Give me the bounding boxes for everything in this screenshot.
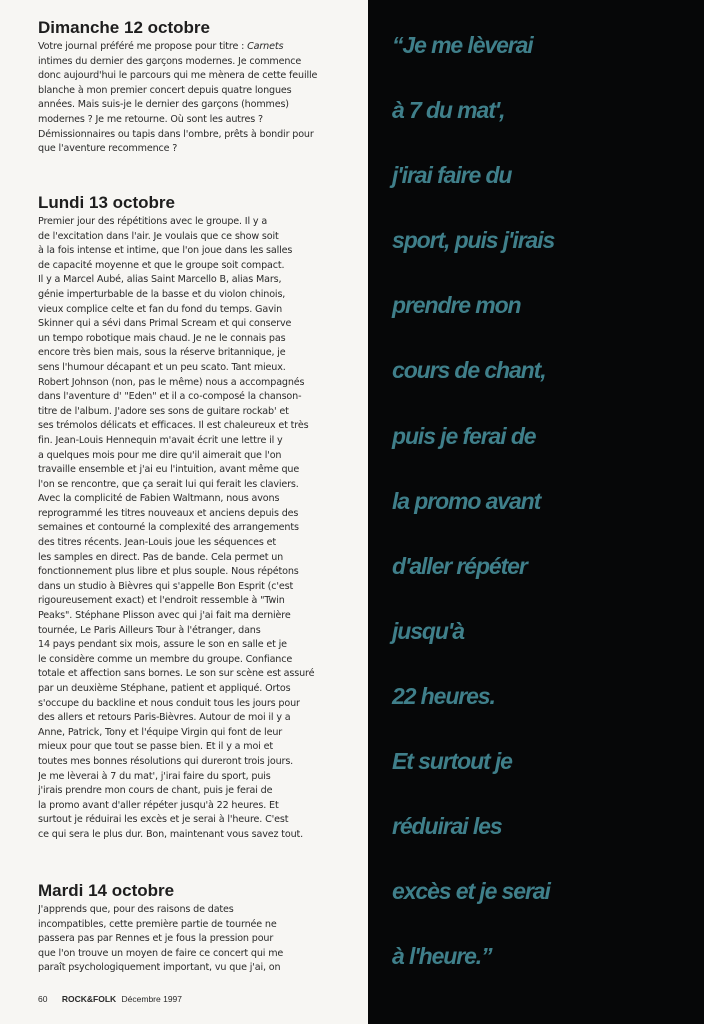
entry-day: Mardi [38, 881, 84, 900]
body-line: tournée, Le Paris Ailleurs Tour à l'étranger, dans [38, 624, 261, 636]
entry-body [38, 215, 350, 843]
pull-quote [392, 30, 692, 1006]
diary-entry-tuesday [38, 881, 350, 976]
quote-line: la promo avant [392, 487, 541, 514]
entry-day: Lundi [38, 193, 85, 212]
body-line: Anne, Patrick, Tony et l'équipe Virgin qui font de leur [38, 726, 283, 738]
entry-heading [38, 881, 350, 901]
body-line: vieux complice celte et fan du fond du temps. Gavin [38, 303, 283, 315]
body-line: Robert Johnson (non, pas le même) nous a accompagnés [38, 376, 305, 388]
quote-line: d'aller répéter [392, 552, 527, 579]
entry-month: octobre [147, 18, 210, 37]
entry-heading [38, 18, 350, 38]
body-line: a quelques mois pour me dire qu'il aimerait que l'on [38, 449, 282, 461]
body-line: Il y a Marcel Aubé, alias Saint Marcello B, alias Mars, [38, 274, 282, 286]
body-line: Premier jour des répétitions avec le groupe. Il y a [38, 216, 268, 227]
body-line: intimes du dernier des garçons modernes. Je commence [38, 55, 302, 67]
body-line: par un deuxième Stéphane, patient et appliqué. Ortos [38, 683, 291, 694]
quote-line: Et surtout je [392, 748, 512, 775]
body-line: surtout je réduirai les excès et je serai à l'heure. C'est [38, 814, 289, 826]
body-line: de l'excitation dans l'air. Je voulais que ce show soit [38, 230, 279, 242]
quote-line: 22 heures. [392, 682, 495, 709]
quote-line: prendre mon [392, 292, 521, 319]
entry-date: 13 [89, 193, 108, 212]
entry-heading [38, 193, 350, 213]
body-line: incompatibles, cette première partie de tournée ne [38, 918, 277, 930]
body-line: Je me lèverai à 7 du mat', j'irai faire du sport, puis [38, 770, 271, 782]
issue-date: Décembre 1997 [121, 994, 183, 1004]
body-line: Avec la complicité de Fabien Waltmann, nous avons [38, 493, 280, 505]
entry-body [38, 40, 350, 157]
diary-entry-sunday [38, 18, 350, 157]
body-line: dans l'aventure d' "Eden" et il a co-composé la chanson- [38, 391, 302, 403]
body-line: Peaks". Stéphane Plisson avec qui j'ai fait ma dernière [38, 610, 291, 622]
body-line: sens l'humour décapant et un peu scato. Tant mieux. [38, 361, 286, 373]
magazine-name: ROCK&FOLK [61, 994, 117, 1004]
body-line: Votre journal préféré me propose pour titre : Carnets [38, 41, 284, 52]
body-line: j'irais prendre mon cours de chant, puis je ferai de [38, 785, 273, 797]
body-line: 14 pays pendant six mois, assure le son en salle et je [38, 639, 287, 651]
body-line: rigoureusement exact) et l'endroit ressemble à "Twin [38, 595, 285, 607]
body-line: de capacité moyenne et que le groupe soit compact. [38, 259, 285, 271]
entry-day: Dimanche [38, 18, 120, 37]
body-line: le considère comme un membre du groupe. Confiance [38, 653, 293, 665]
quote-line: “Je me lèverai [392, 32, 533, 58]
body-line: la promo avant d'aller répéter jusqu'à 22 heures. Et [38, 799, 279, 811]
entry-month: octobre [111, 881, 175, 900]
body-line: donc aujourd'hui le parcours qui me mènera de cette feuille [38, 70, 318, 82]
quote-line: jusqu'à [392, 617, 464, 644]
body-line: J'apprends que, pour des raisons de dates [38, 904, 234, 915]
body-line: totale et affection sans bornes. Le son sur scène est assuré [38, 668, 315, 680]
body-line: que l'on trouve un moyen de faire ce concert qui me [38, 947, 284, 959]
entry-date: 14 [88, 881, 107, 900]
quote-line: excès et je serai [392, 878, 550, 905]
body-line: toutes mes bonnes résolutions qui dureront trois jours. [38, 755, 294, 767]
quote-line: puis je ferai de [392, 422, 536, 449]
body-line: l'on se rencontre, que ça serait lui qui ferait les claviers. [38, 478, 299, 490]
body-line: passera pas par Rennes et je fous la pression pour [38, 933, 274, 945]
body-line: dans un studio à Bièvres qui s'appelle Bon Esprit (c'est [38, 580, 294, 592]
page-footer [38, 994, 182, 1004]
body-line: années. Mais suis-je le dernier des garçons (hommes) [38, 99, 289, 111]
body-line: des allers et retours Paris-Bièvres. Autour de moi il y a [38, 712, 291, 724]
entry-date: 12 [123, 18, 143, 37]
body-line: encore très bien mais, sous la réserve britannique, je [38, 347, 286, 359]
body-line: Démissionnaires ou tapis dans l'ombre, prêts à bondir pour [38, 128, 314, 140]
body-line: génie imperturbable de la basse et du violon chinois, [38, 288, 286, 300]
entry-month: octobre [112, 193, 175, 212]
body-line: des titres récents. Jean-Louis joue les séquences et [38, 537, 276, 549]
body-line: mieux pour que tout se passe bien. Et il y a moi et [38, 741, 273, 753]
body-line: Skinner qui a sévi dans Primal Scream et qui conserve [38, 318, 292, 330]
entry-body [38, 903, 350, 976]
diary-entry-monday [38, 193, 350, 843]
quote-line: réduirai les [392, 813, 502, 840]
body-line: titre de l'album. J'adore ses sons de guitare rockab' et [38, 405, 289, 417]
body-line: travaille ensemble et j'ai eu l'intuition, avant même que [38, 464, 300, 476]
body-line: les samples en direct. Pas de bande. Cela permet un [38, 551, 284, 563]
quote-line: à 7 du mat', [392, 97, 505, 124]
body-line: modernes ? Je me retourne. Où sont les autres ? [38, 113, 263, 125]
body-line: ce qui sera le plus dur. Bon, maintenant vous savez tout. [38, 828, 304, 840]
body-line: à la fois intense et intime, que l'on joue dans les salles [38, 245, 293, 257]
body-line: ses trémolos délicats et efficaces. Il est chaleureux et très [38, 420, 309, 432]
page-number: 60 [38, 994, 48, 1004]
quote-line: à l'heure.” [392, 943, 492, 970]
body-line: s'occupe du backline et nous conduit tous les jours pour [38, 697, 300, 709]
quote-line: j'irai faire du [392, 162, 512, 189]
body-line: un tempo robotique mais chaud. Je ne le connais pas [38, 332, 286, 344]
quote-line: cours de chant, [392, 357, 546, 384]
body-line: blanche à mon premier concert depuis quatre longues [38, 84, 292, 96]
body-line: paraît psychologiquement important, vu que j'ai, on [38, 962, 281, 974]
body-line: que l'aventure recommence ? [38, 143, 178, 155]
body-line: fonctionnement plus libre et plus souple. Nous répétons [38, 566, 299, 578]
body-line: reprogrammé les titres nouveaux et anciens depuis des [38, 507, 299, 519]
quote-line: sport, puis j'irais [392, 227, 555, 254]
body-line: semaines et contourné la complexité des arrangements [38, 522, 299, 534]
body-line: fin. Jean-Louis Hennequin m'avait écrit une lettre il y [38, 434, 283, 446]
italic-title: Carnets [247, 41, 284, 52]
